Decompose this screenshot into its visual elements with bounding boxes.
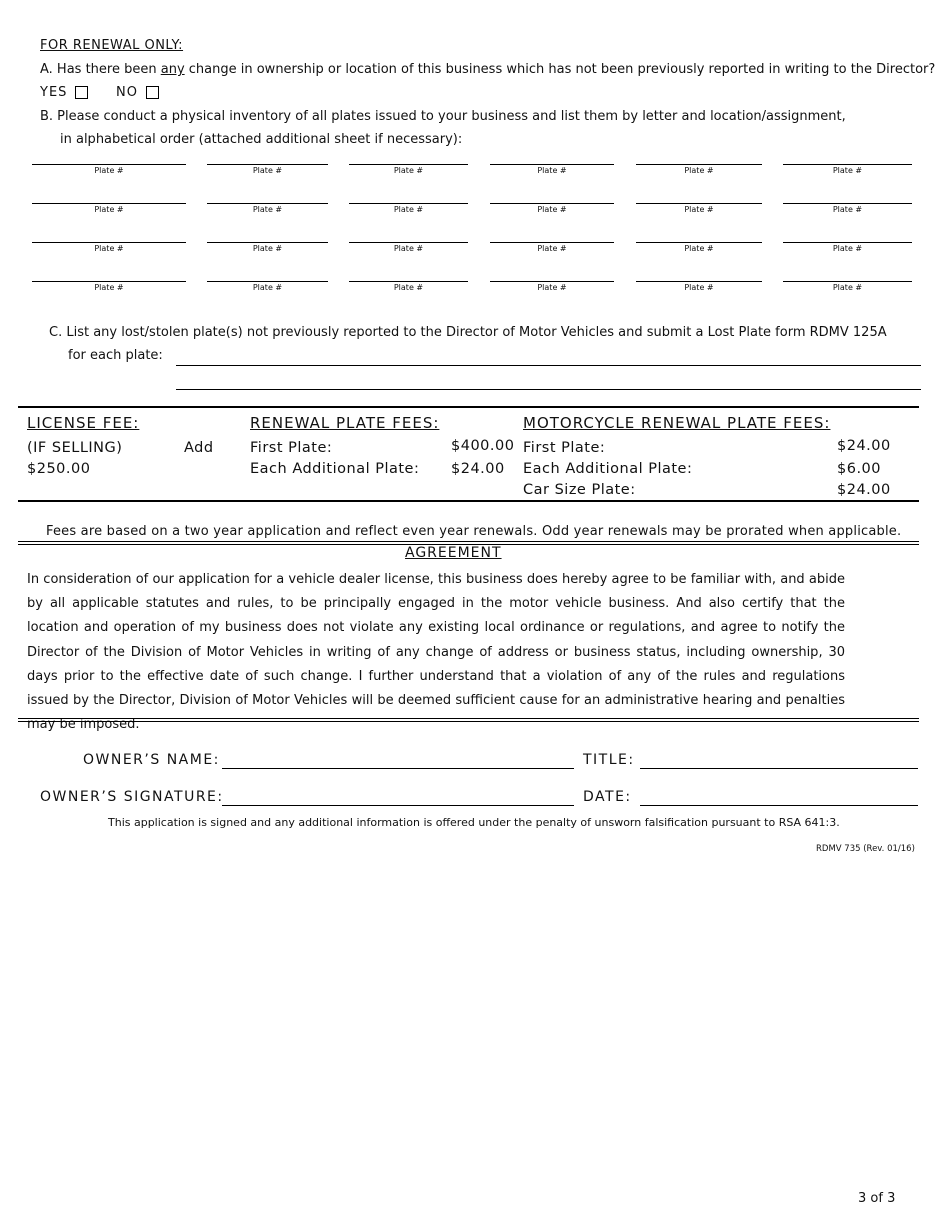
owner-name-label: OWNER’S NAME: — [83, 752, 220, 768]
plate-field-label: Plate # — [537, 244, 567, 253]
lost-plate-field-1[interactable] — [176, 365, 921, 366]
question-c-line2: for each plate: — [68, 348, 163, 363]
plate-field[interactable] — [783, 281, 912, 292]
renewal-additional-label: Each Additional Plate: — [250, 461, 420, 477]
plate-field[interactable] — [349, 242, 468, 253]
fee-bottom-rule — [18, 500, 919, 502]
plate-field[interactable] — [783, 164, 912, 175]
plate-field-label: Plate # — [537, 205, 567, 214]
plate-field[interactable] — [207, 281, 328, 292]
no-option — [116, 85, 159, 100]
no-label: NO — [116, 85, 138, 100]
plate-field[interactable] — [349, 203, 468, 214]
plate-field[interactable] — [490, 203, 614, 214]
question-b-line1: B. Please conduct a physical inventory of all plates issued to your business and list them by letter and location/assignment, — [40, 109, 846, 124]
plate-field-label: Plate # — [252, 244, 283, 253]
title-field[interactable] — [640, 768, 918, 769]
yes-option — [40, 85, 88, 100]
agreement-end-rule-2 — [18, 721, 919, 722]
owner-signature-field[interactable] — [222, 805, 574, 806]
plate-field[interactable] — [783, 203, 912, 214]
plate-field[interactable] — [490, 164, 614, 175]
motorcycle-additional-label: Each Additional Plate: — [523, 461, 693, 477]
plate-field-label: Plate # — [393, 244, 424, 253]
plate-field-label: Plate # — [537, 283, 567, 292]
plate-field[interactable] — [783, 242, 912, 253]
date-field[interactable] — [640, 805, 918, 806]
plate-field[interactable] — [207, 203, 328, 214]
motorcycle-first-label: First Plate: — [523, 440, 606, 456]
yes-label: YES — [40, 85, 68, 100]
plate-field-label: Plate # — [252, 283, 283, 292]
renewal-first-label: First Plate: — [250, 440, 333, 456]
plate-field-label: Plate # — [684, 166, 714, 175]
plate-field-label: Plate # — [684, 205, 714, 214]
plate-field-label: Plate # — [393, 205, 424, 214]
license-fee-heading: LICENSE FEE: — [27, 414, 140, 432]
agreement-body: In consideration of our application for a vehicle dealer license, this business does hereby agree to be familiar with, and abide by all applicable statutes and rules, to be principally engaged in the motor vehicle business. And also certify that the location and operation of my business does not violate any existing local ordinance or regulations, and agree to notify the Director of the Division of Motor Vehicles in writing of any change of address or business status, including ownership, 30 days prior to the effective date of such change. I further understand that a violation of any of the rules and regulations issued by the Director, Division of Motor Vehicles will be deemed sufficient cause for an administrative hearing and penalties may be imposed. — [27, 572, 845, 733]
plate-field[interactable] — [207, 242, 328, 253]
plate-field-label: Plate # — [252, 205, 283, 214]
plate-field[interactable] — [636, 281, 762, 292]
agreement-end-rule-1 — [18, 718, 919, 719]
penalty-note: This application is signed and any additional information is offered under the penalty of unsworn falsification pursuant to RSA 641:3. — [108, 816, 840, 829]
plate-field[interactable] — [349, 164, 468, 175]
license-amount: $250.00 — [27, 461, 91, 477]
plate-field[interactable] — [636, 242, 762, 253]
plate-field-label: Plate # — [832, 283, 863, 292]
motorcycle-first-amount: $24.00 — [837, 438, 891, 454]
plate-field-label: Plate # — [94, 244, 124, 253]
renewal-fee-heading: RENEWAL PLATE FEES: — [250, 414, 440, 432]
fee-top-rule — [18, 406, 919, 408]
form-id: RDMV 735 (Rev. 01/16) — [816, 844, 915, 854]
plate-field-label: Plate # — [832, 205, 863, 214]
motorcycle-car-label: Car Size Plate: — [523, 482, 636, 498]
plate-field[interactable] — [636, 164, 762, 175]
question-b-line2: in alphabetical order (attached additional sheet if necessary): — [60, 132, 463, 147]
page-number: 3 of 3 — [858, 1191, 896, 1206]
plate-field[interactable] — [32, 203, 186, 214]
renewal-first-amount: $400.00 — [451, 438, 515, 454]
plate-field[interactable] — [490, 281, 614, 292]
motorcycle-fee-heading: MOTORCYCLE RENEWAL PLATE FEES: — [523, 414, 831, 432]
plate-field-label: Plate # — [684, 244, 714, 253]
plate-field[interactable] — [207, 164, 328, 175]
question-c-line1: C. List any lost/stolen plate(s) not previously reported to the Director of Motor Vehicles and submit a Lost Plate form RDMV 125A — [49, 325, 887, 340]
plate-field[interactable] — [490, 242, 614, 253]
question-a: A. Has there been any change in ownership or location of this business which has not been previously reported in writing to the Director? — [40, 62, 936, 77]
plate-field-label: Plate # — [537, 166, 567, 175]
plate-field-label: Plate # — [832, 244, 863, 253]
motorcycle-car-amount: $24.00 — [837, 482, 891, 498]
plate-field-label: Plate # — [393, 283, 424, 292]
plate-field[interactable] — [349, 281, 468, 292]
plate-field[interactable] — [32, 281, 186, 292]
owner-signature-label: OWNER’S SIGNATURE: — [40, 789, 224, 805]
plate-field[interactable] — [32, 242, 186, 253]
plate-field-label: Plate # — [252, 166, 283, 175]
plate-field-label: Plate # — [684, 283, 714, 292]
title-label: TITLE: — [583, 752, 635, 768]
plate-field-label: Plate # — [393, 166, 424, 175]
license-add: Add — [184, 440, 214, 456]
agreement-rule-1 — [18, 541, 919, 542]
lost-plate-field-2[interactable] — [176, 389, 921, 390]
plate-field-label: Plate # — [94, 166, 124, 175]
renewal-title: FOR RENEWAL ONLY: — [40, 38, 184, 53]
plate-field-label: Plate # — [832, 166, 863, 175]
date-label: DATE: — [583, 789, 632, 805]
no-checkbox[interactable] — [146, 86, 159, 99]
plate-field[interactable] — [32, 164, 186, 175]
renewal-additional-amount: $24.00 — [451, 461, 505, 477]
agreement-heading: AGREEMENT — [405, 545, 502, 561]
owner-name-field[interactable] — [222, 768, 574, 769]
plate-field-label: Plate # — [94, 283, 124, 292]
plate-field[interactable] — [636, 203, 762, 214]
fee-note: Fees are based on a two year application and reflect even year renewals. Odd year renewals may be prorated when applicable. — [46, 524, 902, 539]
motorcycle-additional-amount: $6.00 — [837, 461, 882, 477]
license-if-selling: (IF SELLING) — [27, 440, 123, 456]
plate-field-label: Plate # — [94, 205, 124, 214]
yes-checkbox[interactable] — [75, 86, 88, 99]
